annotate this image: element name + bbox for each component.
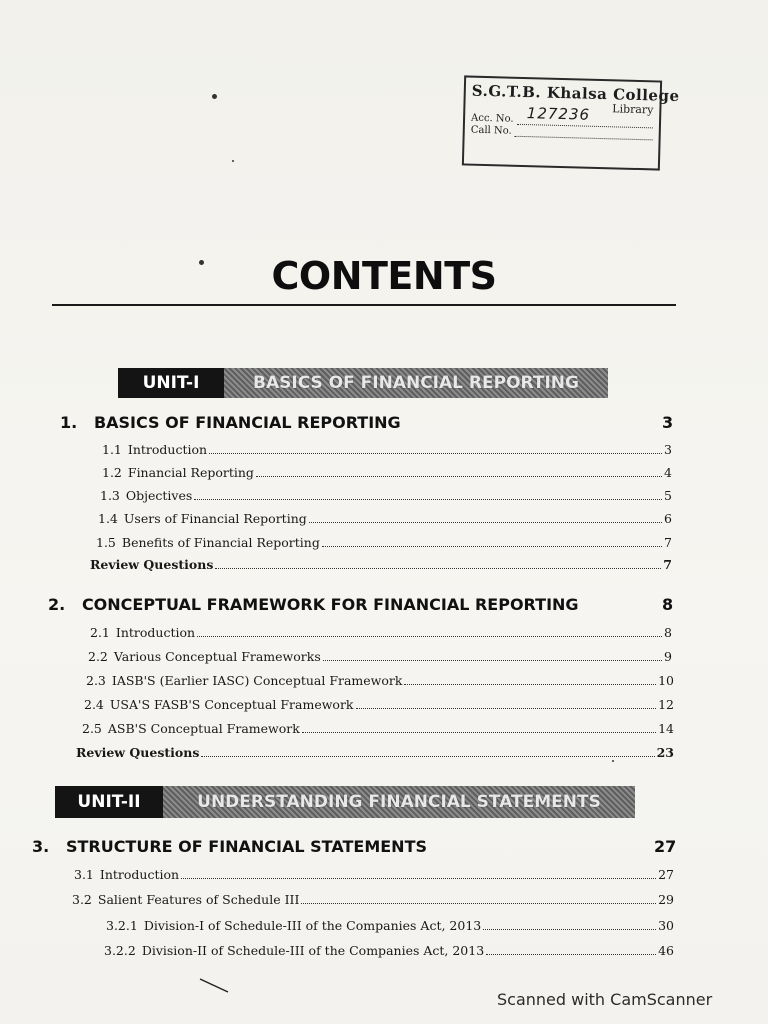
toc-entry-review: Review Questions 23: [76, 745, 674, 760]
chapter-number: 2.: [48, 595, 66, 614]
stamp-acc-label: Acc. No.: [470, 112, 514, 125]
unit-banner: [118, 368, 608, 398]
toc-entry: 1.1 Introduction 3: [102, 442, 672, 457]
chapter-page: 3: [662, 413, 674, 432]
chapter-heading: [48, 595, 579, 614]
title-divider: [52, 304, 676, 306]
toc-entry: 1.3 Objectives 5: [100, 488, 672, 503]
unit-label: UNIT-II: [55, 786, 163, 818]
chapter-title: STRUCTURE OF FINANCIAL STATEMENTS: [65, 837, 428, 856]
stamp-call-label: Call No.: [470, 124, 512, 137]
pen-mark: [198, 975, 232, 995]
stamp-acc-value: 127236: [526, 104, 591, 124]
toc-entry: 2.1 Introduction 8: [90, 625, 672, 640]
chapter-number: 1.: [60, 413, 78, 432]
scan-speck: [212, 94, 217, 99]
scan-speck: [199, 260, 204, 265]
scanner-watermark: Scanned with CamScanner: [497, 990, 713, 1009]
chapter-heading: [60, 413, 401, 432]
toc-entry: 1.5 Benefits of Financial Reporting 7: [96, 535, 672, 550]
toc-entry: 3.2 Salient Features of Schedule III 29: [72, 892, 674, 907]
chapter-page: 8: [662, 595, 674, 614]
stamp-library-label: Library: [612, 102, 654, 117]
toc-entry: 3.2.1 Division-I of Schedule-III of the Companies Act, 2013 30: [106, 918, 674, 933]
unit-title: UNDERSTANDING FINANCIAL STATEMENTS: [163, 786, 635, 818]
scan-speck: [612, 760, 614, 762]
chapter-number: 3.: [32, 837, 50, 856]
toc-entry-review: Review Questions 7: [90, 557, 672, 572]
unit-label: UNIT-I: [118, 368, 224, 398]
toc-entry: 2.3 IASB'S (Earlier IASC) Conceptual Framework 10: [86, 673, 674, 688]
toc-entry: 1.2 Financial Reporting 4: [102, 465, 672, 480]
toc-entry: 2.4 USA'S FASB'S Conceptual Framework 12: [84, 697, 674, 712]
page-title: CONTENTS: [271, 254, 497, 298]
chapter-title: BASICS OF FINANCIAL REPORTING: [93, 413, 401, 432]
unit-title: BASICS OF FINANCIAL REPORTING: [224, 368, 608, 398]
scan-speck: [232, 160, 234, 162]
unit-banner: [55, 786, 635, 818]
library-stamp: [462, 75, 680, 170]
toc-entry: 3.2.2 Division-II of Schedule-III of the Companies Act, 2013 46: [104, 943, 674, 958]
chapter-title: CONCEPTUAL FRAMEWORK FOR FINANCIAL REPORTING: [81, 595, 579, 614]
toc-entry: 2.2 Various Conceptual Frameworks 9: [88, 649, 672, 664]
chapter-heading: [32, 837, 427, 856]
toc-entry: 3.1 Introduction 27: [74, 867, 674, 882]
chapter-page: 27: [654, 837, 677, 856]
toc-entry: 1.4 Users of Financial Reporting 6: [98, 511, 672, 526]
stamp-college-name: S.G.T.B. Khalsa College: [471, 81, 680, 106]
toc-entry: 2.5 ASB'S Conceptual Framework 14: [82, 721, 674, 736]
